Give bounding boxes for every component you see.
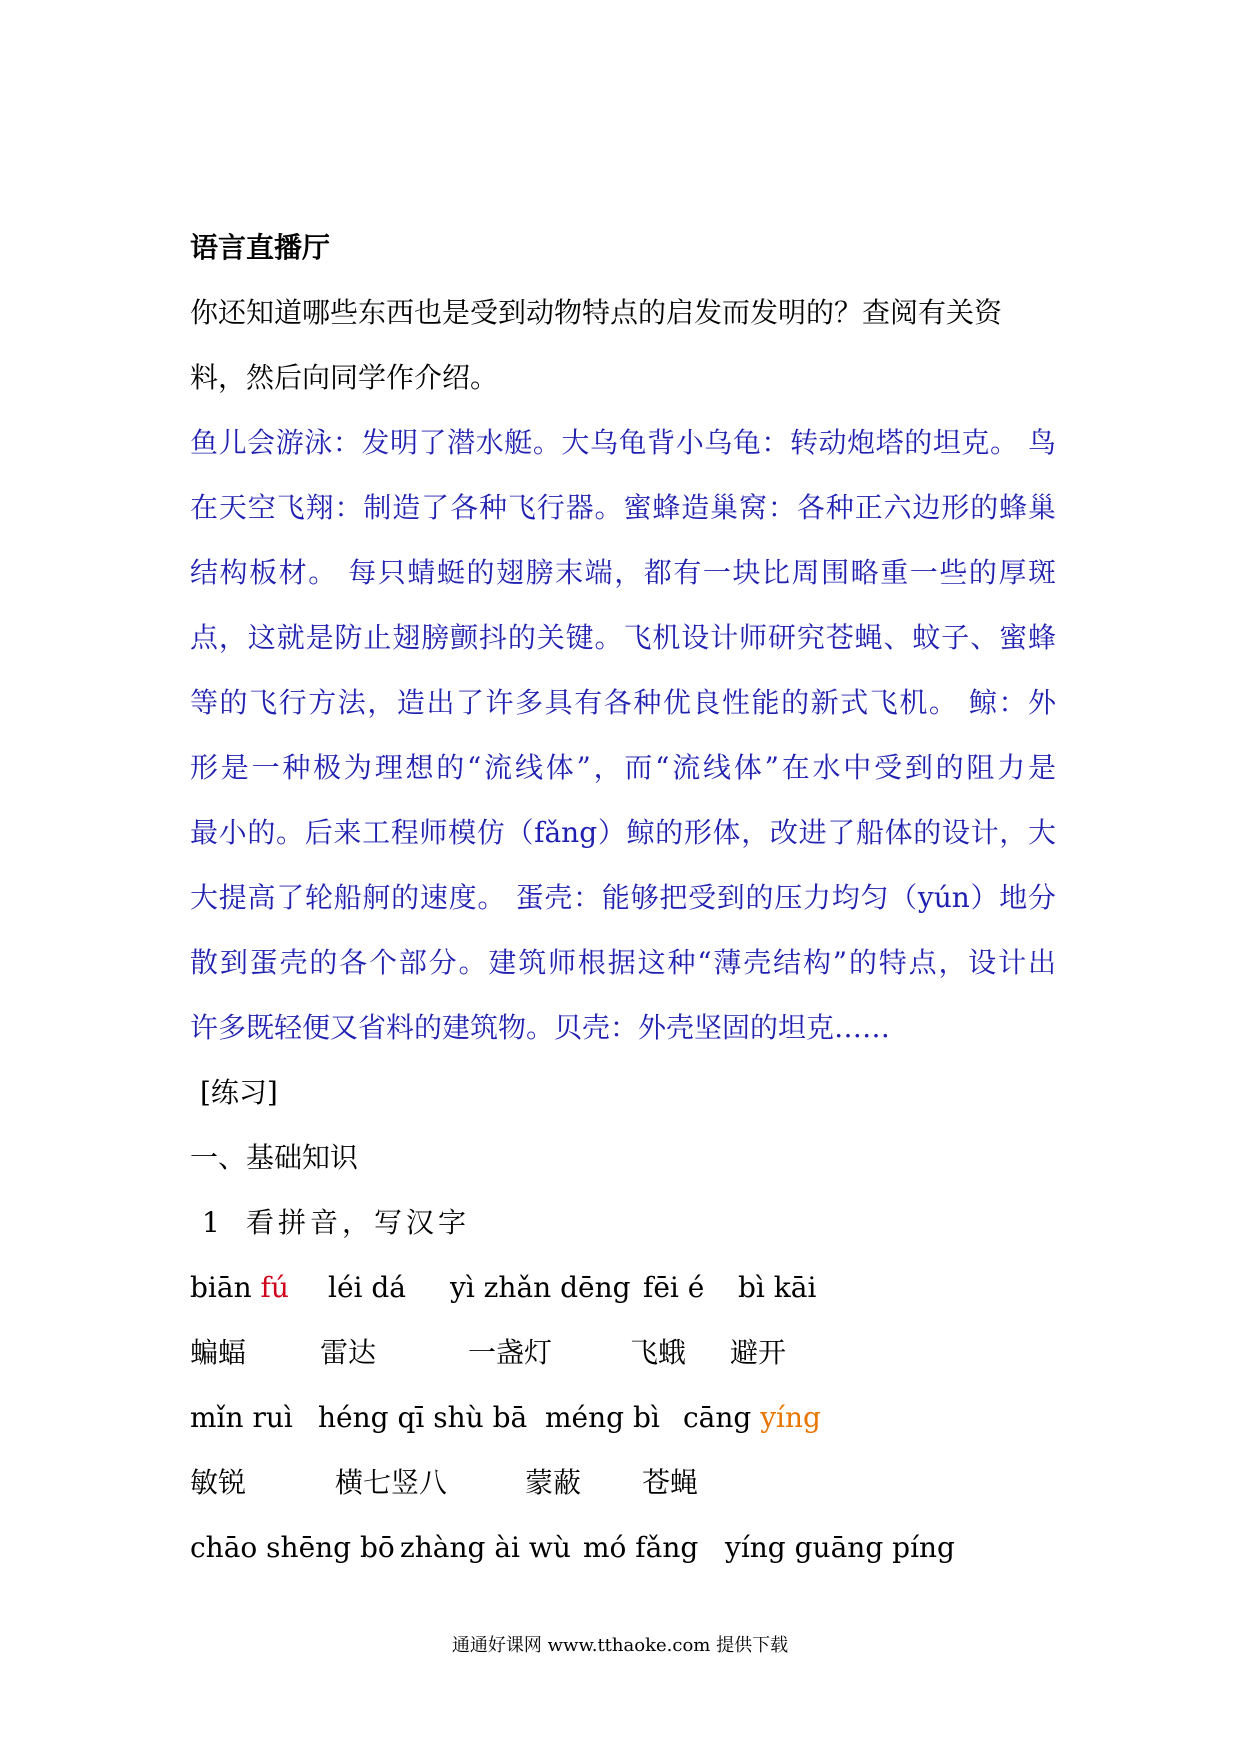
- pinyin-word: cāng yíng: [683, 1401, 821, 1434]
- answer-line: 最小的。后来工程师模仿（fǎng）鲸的形体，改进了船体的设计，大: [190, 816, 1056, 849]
- pinyin-word: mǐn ruì: [190, 1401, 293, 1434]
- hanzi-row-2: [190, 1463, 1056, 1503]
- task-heading: [190, 1203, 790, 1243]
- pinyin-row-1: [190, 1268, 1056, 1308]
- answer-line: 结构板材。 每只蜻蜓的翅膀末端，都有一块比周围略重一些的厚斑: [190, 556, 1056, 589]
- pinyin-word: chāo shēng bō: [190, 1531, 395, 1564]
- hanzi-word: 横七竖八: [335, 1466, 448, 1499]
- pinyin-highlight: yíng: [760, 1401, 821, 1434]
- section-title: 一、基础知识: [190, 1141, 359, 1174]
- hanzi-word: 避开: [730, 1336, 787, 1369]
- hanzi-word: 雷达: [320, 1336, 377, 1369]
- hanzi-word: 一盏灯: [468, 1336, 553, 1369]
- pinyin-highlight: fú: [260, 1271, 289, 1304]
- page-footer: 通通好课网 www.tthaoke.com 提供下载: [451, 1635, 789, 1656]
- hanzi-word: 蒙蔽: [525, 1466, 582, 1499]
- pinyin-word: mó fǎng: [583, 1531, 699, 1564]
- answer-line: 散到蛋壳的各个部分。建筑师根据这种“薄壳结构”的特点，设计出: [190, 946, 1056, 979]
- pinyin-word: biān fú: [190, 1271, 289, 1304]
- pinyin-row-3: [190, 1528, 1056, 1568]
- answer-line: 鱼儿会游泳：发明了潜水艇。大乌龟背小乌龟：转动炮塔的坦克。 鸟: [190, 426, 1056, 459]
- answer-line: 点，这就是防止翅膀颤抖的关键。飞机设计师研究苍蝇、蚊子、蜜蜂: [190, 621, 1056, 654]
- answer-line: 等的飞行方法，造出了许多具有各种优良性能的新式飞机。 鲸：外: [190, 686, 1056, 719]
- pinyin-word: héng qī shù bā: [318, 1401, 528, 1434]
- task-number: 1: [202, 1206, 220, 1239]
- hanzi-row-1: [190, 1333, 1056, 1373]
- hanzi-word: 蝙蝠: [190, 1336, 247, 1369]
- pinyin-row-2: [190, 1398, 1056, 1438]
- hanzi-word: 敏锐: [190, 1466, 247, 1499]
- pinyin-word: yíng guāng píng: [725, 1531, 955, 1564]
- answer-line: 许多既轻便又省料的建筑物。贝壳：外壳坚固的坦克……: [190, 1011, 891, 1044]
- section-heading: 语言直播厅: [190, 231, 331, 264]
- answer-line: 形是一种极为理想的“流线体”，而“流线体”在水中受到的阻力是: [190, 751, 1056, 784]
- hanzi-word: 飞蛾: [630, 1336, 687, 1369]
- pinyin-word: fēi é: [643, 1271, 705, 1304]
- pinyin-word: bì kāi: [738, 1271, 817, 1304]
- pinyin-word: méng bì: [545, 1401, 660, 1434]
- question-line-1: 你还知道哪些东西也是受到动物特点的启发而发明的？查阅有关资: [190, 296, 1003, 329]
- hanzi-word: 苍蝇: [642, 1466, 699, 1499]
- answer-line: 在天空飞翔：制造了各种飞行器。蜜蜂造巢窝：各种正六边形的蜂巢: [190, 491, 1056, 524]
- task-text: 看拼音，写汉字: [246, 1206, 471, 1239]
- question-line-2: 料，然后向同学作介绍。: [190, 361, 499, 394]
- pinyin-word: zhàng ài wù: [400, 1531, 571, 1564]
- answer-line: 大提高了轮船舸的速度。 蛋壳：能够把受到的压力均匀（yún）地分: [190, 881, 1056, 914]
- pinyin-word: yì zhǎn dēng: [450, 1271, 631, 1304]
- practice-label: [练习]: [200, 1076, 278, 1109]
- pinyin-word: léi dá: [328, 1271, 406, 1304]
